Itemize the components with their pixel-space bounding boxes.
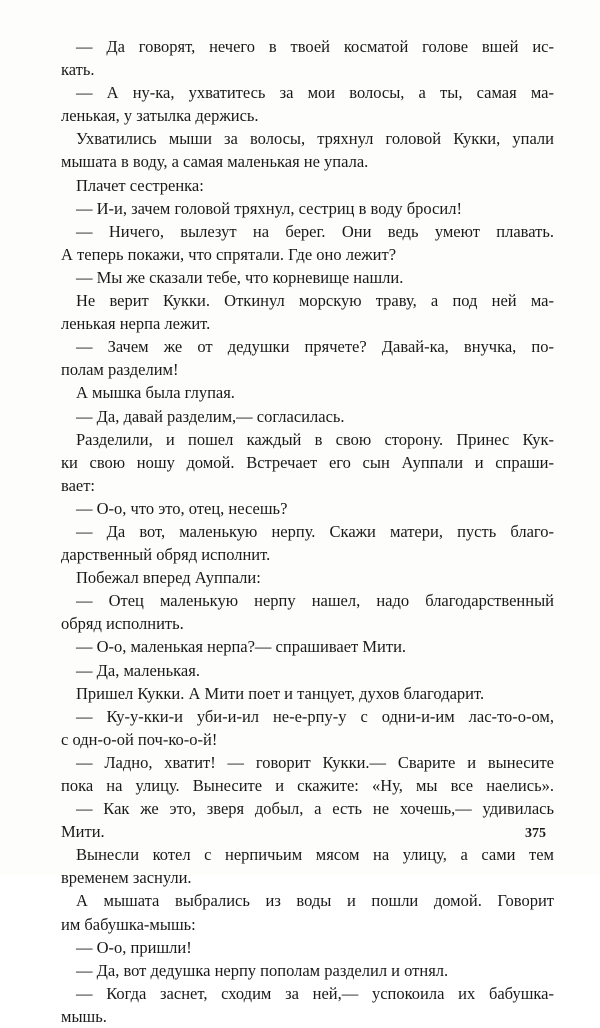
text-line: — Ладно, хватит! — говорит Кукки.— Сварите и вынесите <box>76 752 554 772</box>
text-line: — Как же это, зверя добыл, а есть не хочешь,— удивилась <box>76 799 554 819</box>
text-line: Побежал вперед Ауппали: <box>76 568 261 588</box>
text-line: Не верит Кукки. Откинул морскую траву, а под ней ма- <box>76 291 554 311</box>
text-line: — О-о, что это, отец, несешь? <box>76 498 288 518</box>
text-line: ленькая, у затылка держись. <box>61 106 259 126</box>
text-line: — Отец маленькую нерпу нашел, надо благодарственный <box>76 591 554 611</box>
text-line: — Да, вот дедушка нерпу пополам разделил и отнял. <box>76 960 449 980</box>
text-line: пока на улицу. Вынесите и скажите: «Ну, мы все наелись». <box>61 776 554 795</box>
text-line: дарственный обряд исполнит. <box>61 545 271 565</box>
text-line: ленькая нерпа лежит. <box>61 314 211 334</box>
text-line: — Когда заснет, сходим за ней,— успокоила их бабушка- <box>76 983 554 1003</box>
text-line: — О-о, маленькая нерпа?— спрашивает Мити. <box>76 637 407 657</box>
text-line: — О-о, пришли! <box>76 937 192 957</box>
text-line: — Ку-у-кки-и уби-и-ил не-е-рпу-у с одни-и-им лас-то-о-ом, <box>76 706 554 726</box>
text-line: — Мы же сказали тебе, что корневище нашли. <box>76 267 404 287</box>
text-line: Ухватились мыши за волосы, тряхнул головой Кукки, упали <box>76 129 554 149</box>
text-line: ки свою ношу домой. Встречает его сын Ауппали и спраши- <box>61 452 554 472</box>
text-line: временем заснули. <box>61 868 192 888</box>
text-line: — Да, давай разделим,— согласилась. <box>76 406 345 426</box>
text-line: А мышата выбрались из воды и пошли домой. Говорит <box>76 891 554 911</box>
text-line: с одн-о-ой поч-ко-о-й! <box>61 729 218 749</box>
text-line: мышата в воду, а самая маленькая не упала. <box>61 152 369 172</box>
text-line: мышь. <box>61 1006 107 1026</box>
text-line: — Да говорят, нечего в твоей косматой голове вшей ис- <box>76 37 554 56</box>
text-line: — Да вот, маленькую нерпу. Скажи матери, пусть благо- <box>76 521 554 541</box>
text-line: — А ну-ка, ухватитесь за мои волосы, а ты, самая ма- <box>76 83 554 103</box>
text-line: — Да, маленькая. <box>76 660 200 680</box>
text-line: — Ничего, вылезут на берег. Они ведь умеют плавать. <box>76 221 554 241</box>
text-line: Пришел Кукки. А Мити поет и танцует, духов благодарит. <box>76 683 485 703</box>
page-number: 375 <box>525 826 546 841</box>
text-line: Вынесли котел с нерпичьим мясом на улицу, а сами тем <box>76 845 554 865</box>
text-line: вает: <box>61 475 96 495</box>
text-line: А мышка была глупая. <box>76 383 235 403</box>
text-line: — И-и, зачем головой тряхнул, сестриц в воду бросил! <box>76 198 462 218</box>
text-line: Разделили, и пошел каждый в свою сторону. Принес Кук- <box>76 429 554 449</box>
text-line: обряд исполнить. <box>61 614 184 634</box>
text-line: Мити. <box>61 822 105 842</box>
text-line: — Зачем же от дедушки прячете? Давай-ка, внучка, по- <box>76 337 554 357</box>
text-line: полам разделим! <box>61 360 179 380</box>
text-line: им бабушка-мышь: <box>61 914 196 934</box>
text-line: А теперь покажи, что спрятали. Где оно лежит? <box>61 244 397 264</box>
body-text <box>61 35 554 1028</box>
text-line: Плачет сестренка: <box>76 175 204 195</box>
text-line: кать. <box>61 60 95 80</box>
